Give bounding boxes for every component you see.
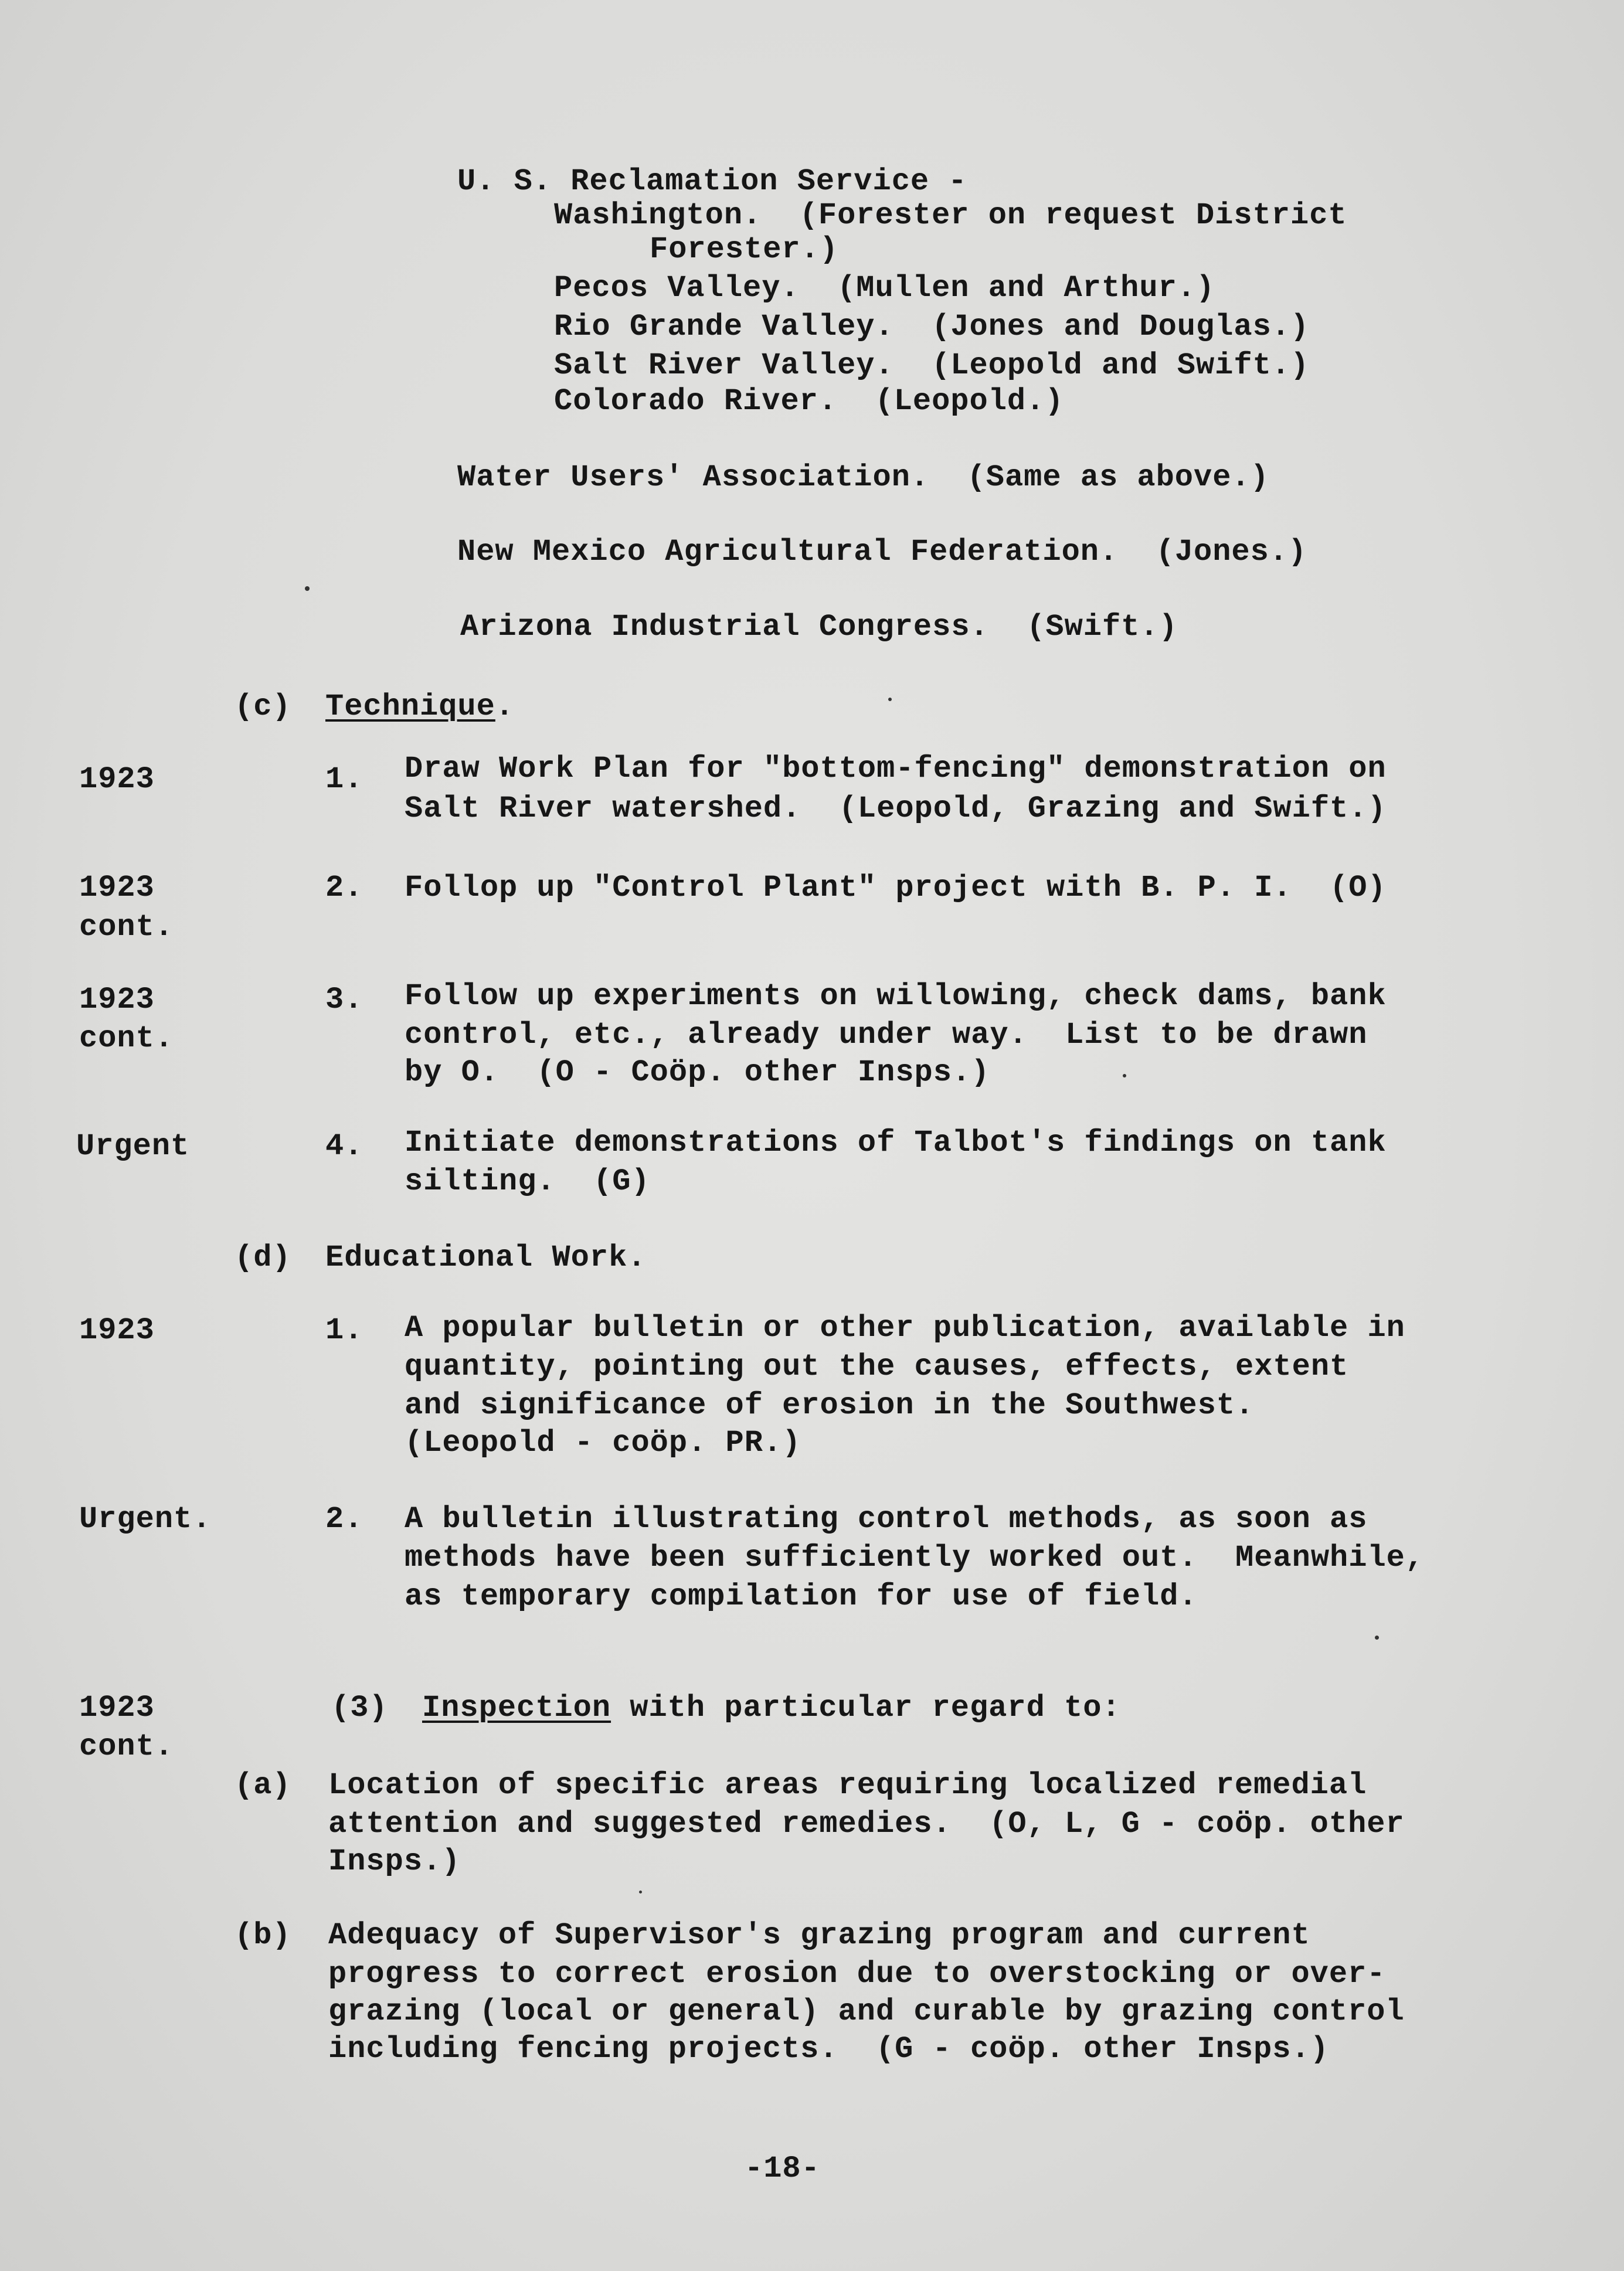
technique-3-line-2: control, etc., already under way. List to be drawn <box>405 1018 1368 1052</box>
inspection-rest: with particular regard to: <box>611 1691 1121 1725</box>
technique-3-date-cont: cont. <box>79 1021 174 1056</box>
technique-3-date: 1923 <box>79 982 155 1017</box>
scan-speck <box>639 1891 642 1893</box>
technique-1-line-1: Draw Work Plan for "bottom-fencing" demonstration on <box>405 752 1387 786</box>
technique-4-date: Urgent <box>76 1129 190 1164</box>
technique-3-num: 3. <box>325 982 363 1017</box>
usrs-salt-river: Salt River Valley. (Leopold and Swift.) <box>554 348 1310 383</box>
educational-2-date: Urgent. <box>79 1502 212 1536</box>
inspection-b-line-4: including fencing projects. (G - coöp. other Insps.) <box>328 2032 1329 2066</box>
inspection-num: (3) <box>331 1691 388 1725</box>
technique-4-line-1: Initiate demonstrations of Talbot's findings on tank <box>405 1126 1387 1160</box>
inspection-b-line-3: grazing (local or general) and curable by grazing control <box>328 1994 1405 2029</box>
technique-1-num: 1. <box>325 762 363 797</box>
educational-2-line-2: methods have been sufficiently worked out. Meanwhile, <box>405 1541 1425 1575</box>
scan-speck <box>1123 1074 1126 1077</box>
technique-title: Technique <box>325 689 495 724</box>
technique-2-date: 1923 <box>79 871 155 905</box>
educational-2-line-3: as temporary compilation for use of field. <box>405 1579 1198 1614</box>
educational-title: Educational Work. <box>325 1240 647 1275</box>
scan-speck <box>1375 1636 1379 1640</box>
water-users-association: Water Users' Association. (Same as above.) <box>457 460 1269 495</box>
technique-4-num: 4. <box>325 1129 363 1164</box>
educational-1-line-3: and significance of erosion in the Southwest. <box>405 1388 1255 1423</box>
usrs-heading: U. S. Reclamation Service - <box>457 164 967 199</box>
educational-2-num: 2. <box>325 1502 363 1536</box>
technique-4-line-2: silting. (G) <box>405 1164 650 1199</box>
scan-speck <box>305 586 310 591</box>
educational-2-line-1: A bulletin illustrating control methods, as soon as <box>405 1502 1368 1536</box>
usrs-colorado: Colorado River. (Leopold.) <box>554 384 1064 419</box>
technique-3-line-1: Follow up experiments on willowing, check dams, bank <box>405 979 1387 1014</box>
technique-3-line-3: by O. (O - Coöp. other Insps.) <box>405 1055 990 1090</box>
technique-heading <box>325 689 514 725</box>
technique-2-num: 2. <box>325 871 363 905</box>
usrs-washington-cont: Forester.) <box>650 232 839 267</box>
educational-1-line-1: A popular bulletin or other publication, available in <box>405 1311 1405 1345</box>
usrs-washington: Washington. (Forester on request District <box>554 198 1347 233</box>
technique-1-date: 1923 <box>79 762 155 797</box>
inspection-b-line-1: Adequacy of Supervisor's grazing program and current <box>328 1918 1310 1953</box>
technique-period: . <box>495 689 515 724</box>
technique-letter: (c) <box>235 689 291 724</box>
inspection-b-line-2: progress to correct erosion due to overstocking or over- <box>328 1957 1386 1991</box>
educational-1-date: 1923 <box>79 1313 155 1348</box>
educational-1-line-4: (Leopold - coöp. PR.) <box>405 1426 801 1460</box>
az-industrial-congress: Arizona Industrial Congress. (Swift.) <box>460 610 1178 644</box>
technique-2-date-cont: cont. <box>79 910 174 944</box>
educational-1-line-2: quantity, pointing out the causes, effects, extent <box>405 1349 1349 1384</box>
inspection-a-letter: (a) <box>235 1768 291 1803</box>
usrs-rio-grande: Rio Grande Valley. (Jones and Douglas.) <box>554 310 1310 344</box>
educational-1-num: 1. <box>325 1313 363 1348</box>
educational-letter: (d) <box>235 1240 291 1275</box>
inspection-a-line-2: attention and suggested remedies. (O, L, G - coöp. other <box>328 1807 1405 1841</box>
scan-speck <box>888 698 892 701</box>
technique-1-line-2: Salt River watershed. (Leopold, Grazing and Swift.) <box>405 791 1387 826</box>
inspection-a-line-1: Location of specific areas requiring localized remedial <box>328 1768 1367 1803</box>
page-number: -18- <box>745 2151 820 2186</box>
inspection-date-cont: cont. <box>79 1729 174 1764</box>
inspection-title: Inspection <box>422 1691 611 1725</box>
inspection-b-letter: (b) <box>235 1918 291 1953</box>
inspection-date: 1923 <box>79 1691 155 1725</box>
usrs-pecos: Pecos Valley. (Mullen and Arthur.) <box>554 271 1215 305</box>
nm-agricultural-federation: New Mexico Agricultural Federation. (Jones.) <box>457 535 1307 569</box>
inspection-a-line-3: Insps.) <box>328 1844 461 1879</box>
inspection-heading <box>422 1691 1121 1726</box>
technique-2-line-1: Follop up "Control Plant" project with B. P. I. (O) <box>405 871 1387 905</box>
